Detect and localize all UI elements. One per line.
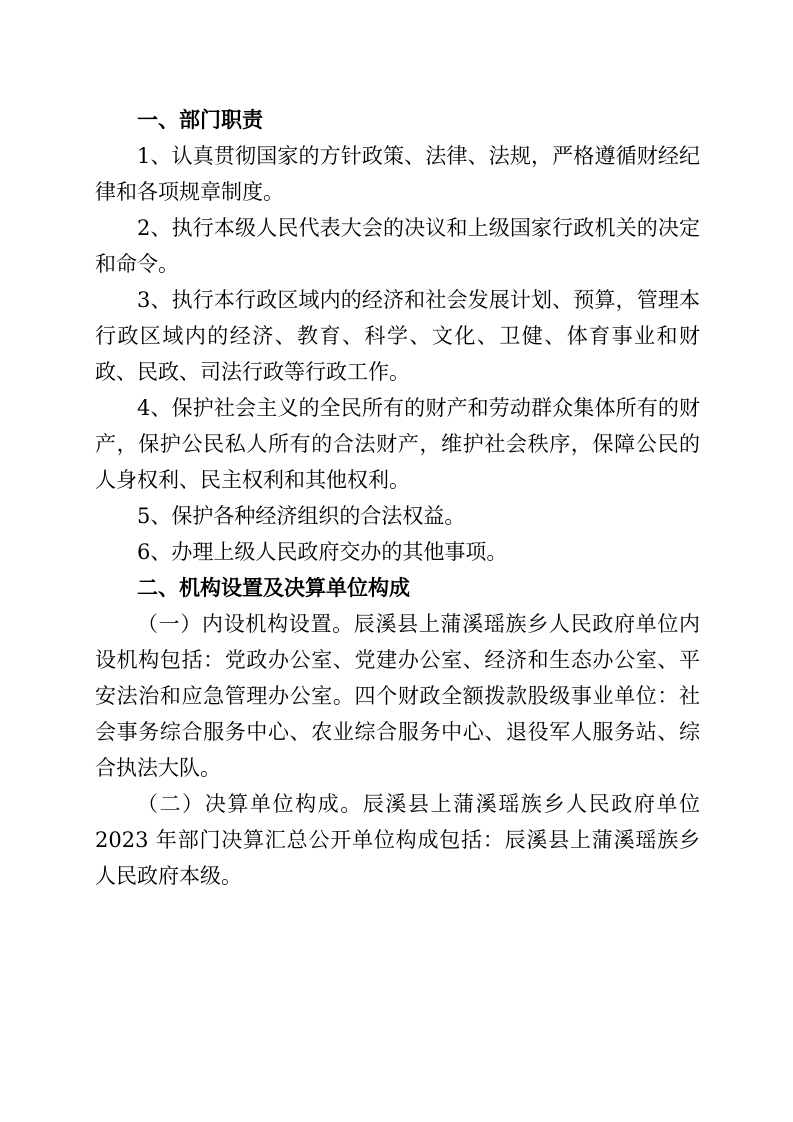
paragraph-duty-4: 4、保护社会主义的全民所有的财产和劳动群众集体所有的财产，保护公民私人所有的合法财产，维护社会秩序，保障公民的人身权利、民主权利和其他权利。 bbox=[95, 396, 700, 492]
section-heading-duties: 一、部门职责 bbox=[137, 108, 263, 132]
paragraph-internal-structure: （一）内设机构设置。辰溪县上蒲溪瑶族乡人民政府单位内设机构包括：党政办公室、党建办公室、经济和生态办公室、平安法治和应急管理办公室。四个财政全额拨款股级事业单位：社会事务综合服务中心、农业综合服务中心、退役军人服务站、综合执法大队。 bbox=[95, 612, 700, 780]
section-heading-organization: 二、机构设置及决算单位构成 bbox=[137, 576, 410, 600]
paragraph-duty-6: 6、办理上级人民政府交办的其他事项。 bbox=[137, 540, 508, 564]
paragraph-duty-3: 3、执行本行政区域内的经济和社会发展计划、预算，管理本行政区域内的经济、教育、科学、文化、卫健、体育事业和财政、民政、司法行政等行政工作。 bbox=[95, 288, 700, 384]
paragraph-duty-5: 5、保护各种经济组织的合法权益。 bbox=[137, 504, 466, 528]
paragraph-duty-2: 2、执行本级人民代表大会的决议和上级国家行政机关的决定和命令。 bbox=[95, 216, 700, 276]
paragraph-unit-composition: （二）决算单位构成。辰溪县上蒲溪瑶族乡人民政府单位 2023 年部门决算汇总公开单位构成包括：辰溪县上蒲溪瑶族乡人民政府本级。 bbox=[95, 792, 700, 888]
paragraph-duty-1: 1、认真贯彻国家的方针政策、法律、法规，严格遵循财经纪律和各项规章制度。 bbox=[95, 144, 700, 204]
